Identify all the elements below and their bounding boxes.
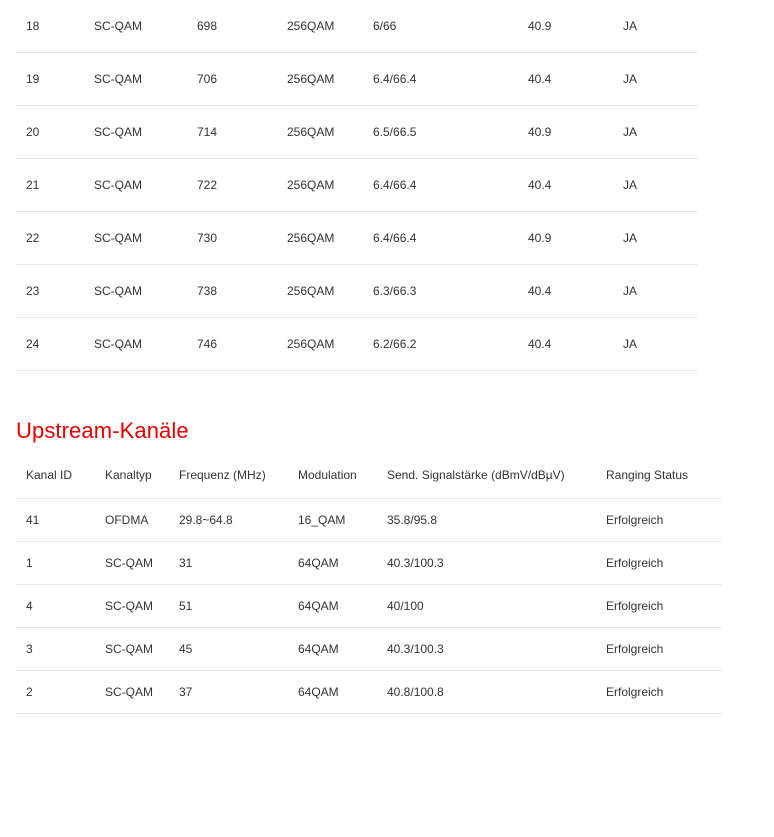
- column-header-kanal-id: Kanal ID: [16, 468, 105, 499]
- table-row: [16, 318, 698, 371]
- cell-kanaltyp: SC-QAM: [94, 265, 197, 318]
- cell-kanal-id: 24: [16, 318, 94, 371]
- cell-signalstaerke: 40.3/100.3: [387, 628, 606, 671]
- cell-signalstaerke: 35.8/95.8: [387, 499, 606, 542]
- cell-verriegelt: JA: [623, 106, 698, 159]
- cell-frequenz: 730: [197, 212, 287, 265]
- cell-kanal-id: 1: [16, 542, 105, 585]
- cell-signalstaerke: 40.8/100.8: [387, 671, 606, 714]
- cell-snr: 40.4: [528, 265, 623, 318]
- table-row: [16, 265, 698, 318]
- cell-frequenz: 738: [197, 265, 287, 318]
- cell-ranging-status: Erfolgreich: [606, 499, 722, 542]
- cell-kanaltyp: SC-QAM: [94, 53, 197, 106]
- table-row: [16, 628, 722, 671]
- table-row: [16, 585, 722, 628]
- cell-modulation: 256QAM: [287, 106, 373, 159]
- cell-kanaltyp: SC-QAM: [105, 585, 179, 628]
- cell-kanaltyp: SC-QAM: [94, 318, 197, 371]
- cell-ranging-status: Erfolgreich: [606, 628, 722, 671]
- cell-verriegelt: JA: [623, 212, 698, 265]
- cell-signalstaerke: 40/100: [387, 585, 606, 628]
- cell-snr: 40.9: [528, 212, 623, 265]
- cell-modulation: 64QAM: [298, 542, 387, 585]
- column-header-modulation: Modulation: [298, 468, 387, 499]
- cell-verriegelt: JA: [623, 53, 698, 106]
- cell-modulation: 256QAM: [287, 265, 373, 318]
- cell-kanal-id: 21: [16, 159, 94, 212]
- column-header-ranging-status: Ranging Status: [606, 468, 722, 499]
- cell-snr: 40.4: [528, 318, 623, 371]
- cell-verriegelt: JA: [623, 0, 698, 53]
- table-row: [16, 0, 698, 53]
- cell-kanal-id: 19: [16, 53, 94, 106]
- cell-kanaltyp: SC-QAM: [94, 212, 197, 265]
- cell-ranging-status: Erfolgreich: [606, 585, 722, 628]
- cell-modulation: 256QAM: [287, 53, 373, 106]
- cell-leistungsstufe: 6.3/66.3: [373, 265, 528, 318]
- column-header-frequenz: Frequenz (MHz): [179, 468, 298, 499]
- upstream-channels-table: [16, 468, 722, 714]
- table-row: [16, 106, 698, 159]
- upstream-table-body: [16, 499, 722, 714]
- cell-frequenz: 37: [179, 671, 298, 714]
- cell-frequenz: 45: [179, 628, 298, 671]
- cell-modulation: 256QAM: [287, 0, 373, 53]
- cell-leistungsstufe: 6.4/66.4: [373, 53, 528, 106]
- table-row: [16, 542, 722, 585]
- cell-modulation: 64QAM: [298, 628, 387, 671]
- cell-frequenz: 722: [197, 159, 287, 212]
- cell-ranging-status: Erfolgreich: [606, 671, 722, 714]
- cell-frequenz: 706: [197, 53, 287, 106]
- cell-kanal-id: 20: [16, 106, 94, 159]
- cell-modulation: 64QAM: [298, 671, 387, 714]
- table-row: [16, 159, 698, 212]
- cell-kanaltyp: SC-QAM: [94, 159, 197, 212]
- cell-leistungsstufe: 6.4/66.4: [373, 159, 528, 212]
- table-header-row: [16, 468, 722, 499]
- cell-frequenz: 51: [179, 585, 298, 628]
- table-row: [16, 671, 722, 714]
- cell-kanaltyp: SC-QAM: [105, 542, 179, 585]
- column-header-signalstaerke: Send. Signalstärke (dBmV/dBµV): [387, 468, 606, 499]
- cell-kanal-id: 2: [16, 671, 105, 714]
- cell-kanal-id: 41: [16, 499, 105, 542]
- cell-modulation: 256QAM: [287, 212, 373, 265]
- cell-frequenz: 29.8~64.8: [179, 499, 298, 542]
- cell-frequenz: 746: [197, 318, 287, 371]
- cell-verriegelt: JA: [623, 159, 698, 212]
- cell-kanaltyp: SC-QAM: [94, 106, 197, 159]
- cell-leistungsstufe: 6.5/66.5: [373, 106, 528, 159]
- cell-leistungsstufe: 6.4/66.4: [373, 212, 528, 265]
- table-row: [16, 53, 698, 106]
- cell-kanal-id: 22: [16, 212, 94, 265]
- cell-kanal-id: 23: [16, 265, 94, 318]
- table-row: [16, 212, 698, 265]
- cell-verriegelt: JA: [623, 265, 698, 318]
- cell-kanal-id: 4: [16, 585, 105, 628]
- cell-leistungsstufe: 6/66: [373, 0, 528, 53]
- cell-ranging-status: Erfolgreich: [606, 542, 722, 585]
- cell-frequenz: 698: [197, 0, 287, 53]
- column-header-kanaltyp: Kanaltyp: [105, 468, 179, 499]
- cell-snr: 40.4: [528, 159, 623, 212]
- cell-snr: 40.9: [528, 0, 623, 53]
- cell-leistungsstufe: 6.2/66.2: [373, 318, 528, 371]
- cell-signalstaerke: 40.3/100.3: [387, 542, 606, 585]
- upstream-section-title: Upstream-Kanäle: [16, 418, 189, 443]
- table-row: [16, 499, 722, 542]
- cell-kanaltyp: SC-QAM: [105, 671, 179, 714]
- cell-kanaltyp: SC-QAM: [94, 0, 197, 53]
- cell-kanaltyp: SC-QAM: [105, 628, 179, 671]
- cell-frequenz: 31: [179, 542, 298, 585]
- cell-snr: 40.9: [528, 106, 623, 159]
- cell-modulation: 16_QAM: [298, 499, 387, 542]
- downstream-table-body: [16, 0, 698, 371]
- cell-kanal-id: 3: [16, 628, 105, 671]
- cell-modulation: 64QAM: [298, 585, 387, 628]
- cell-snr: 40.4: [528, 53, 623, 106]
- cell-verriegelt: JA: [623, 318, 698, 371]
- downstream-channels-table: [16, 0, 698, 371]
- cell-kanaltyp: OFDMA: [105, 499, 179, 542]
- upstream-table-head: [16, 468, 722, 499]
- cell-modulation: 256QAM: [287, 318, 373, 371]
- cell-kanal-id: 18: [16, 0, 94, 53]
- cell-frequenz: 714: [197, 106, 287, 159]
- cell-modulation: 256QAM: [287, 159, 373, 212]
